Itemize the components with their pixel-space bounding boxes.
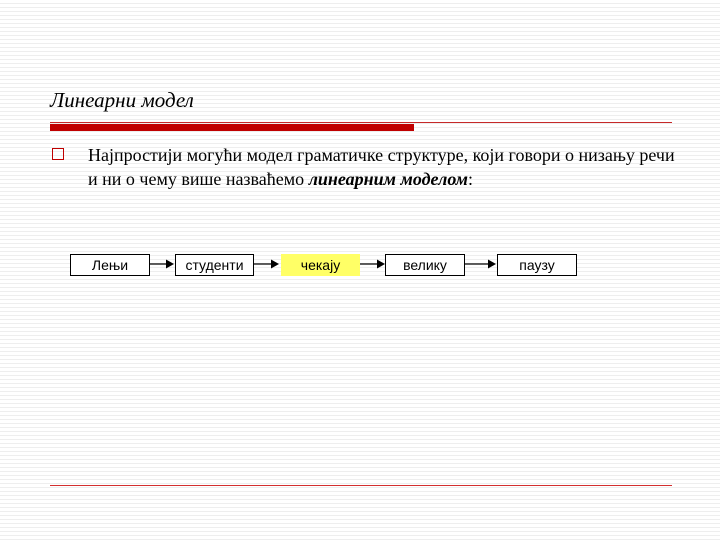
- arrow-right-icon: [253, 257, 279, 271]
- word-box-2: студенти: [175, 254, 254, 276]
- word-box-5: паузу: [497, 254, 577, 276]
- paragraph-text: Најпростији могући модел граматичке структуре, који говори о низању речи и ни о чему више назваћемо: [88, 145, 675, 189]
- title-divider: [50, 122, 672, 123]
- title-accent-bar: [50, 124, 414, 131]
- term-linear-model: линеарним моделом: [308, 169, 468, 189]
- word-box-3-highlighted: чекају: [281, 254, 360, 276]
- arrow-right-icon: [360, 257, 385, 271]
- square-bullet-icon: [52, 148, 64, 160]
- slide-title: Линеарни модел: [50, 88, 194, 112]
- footer-divider: [50, 485, 672, 486]
- word-box-1: Лењи: [70, 254, 150, 276]
- paragraph-end: :: [467, 169, 473, 189]
- arrow-right-icon: [149, 257, 174, 271]
- definition-paragraph: [88, 143, 688, 191]
- word-box-4: велику: [385, 254, 465, 276]
- arrow-right-icon: [464, 257, 496, 271]
